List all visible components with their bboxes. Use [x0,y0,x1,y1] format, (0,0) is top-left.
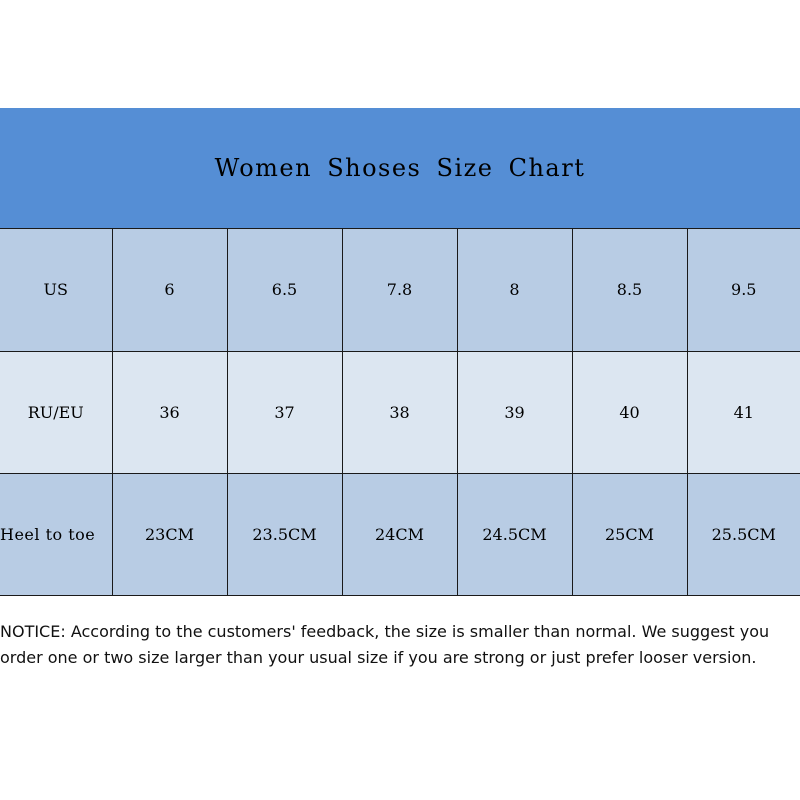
table-cell: 8 [457,229,572,351]
table-cell: 37 [227,351,342,473]
row-label-ru-eu: RU/EU [0,351,112,473]
table-row-heel-to-toe [0,473,800,595]
table-row-us [0,229,800,351]
table-cell: 25.5CM [687,473,800,595]
table-cell: 6.5 [227,229,342,351]
size-table [0,229,800,596]
table-cell: 39 [457,351,572,473]
table-cell: 25CM [572,473,687,595]
table-cell: 36 [112,351,227,473]
title-banner [0,108,800,229]
table-cell: 23.5CM [227,473,342,595]
table-cell: 7.8 [342,229,457,351]
table-cell: 24CM [342,473,457,595]
table-cell: 23CM [112,473,227,595]
table-cell: 41 [687,351,800,473]
table-cell: 8.5 [572,229,687,351]
table-row-ru-eu [0,351,800,473]
table-cell: 40 [572,351,687,473]
table-cell: 6 [112,229,227,351]
table-cell: 24.5CM [457,473,572,595]
chart-title: Women Shoses Size Chart [214,154,586,182]
table-cell: 9.5 [687,229,800,351]
row-label-us: US [0,229,112,351]
row-label-heel-to-toe: Heel to toe [0,473,112,595]
table-cell: 38 [342,351,457,473]
sizing-notice: NOTICE: According to the customers' feedback, the size is smaller than normal. We suggest you order one or two size larger than your usual size if you are strong or just prefer looser version. [0,622,770,667]
